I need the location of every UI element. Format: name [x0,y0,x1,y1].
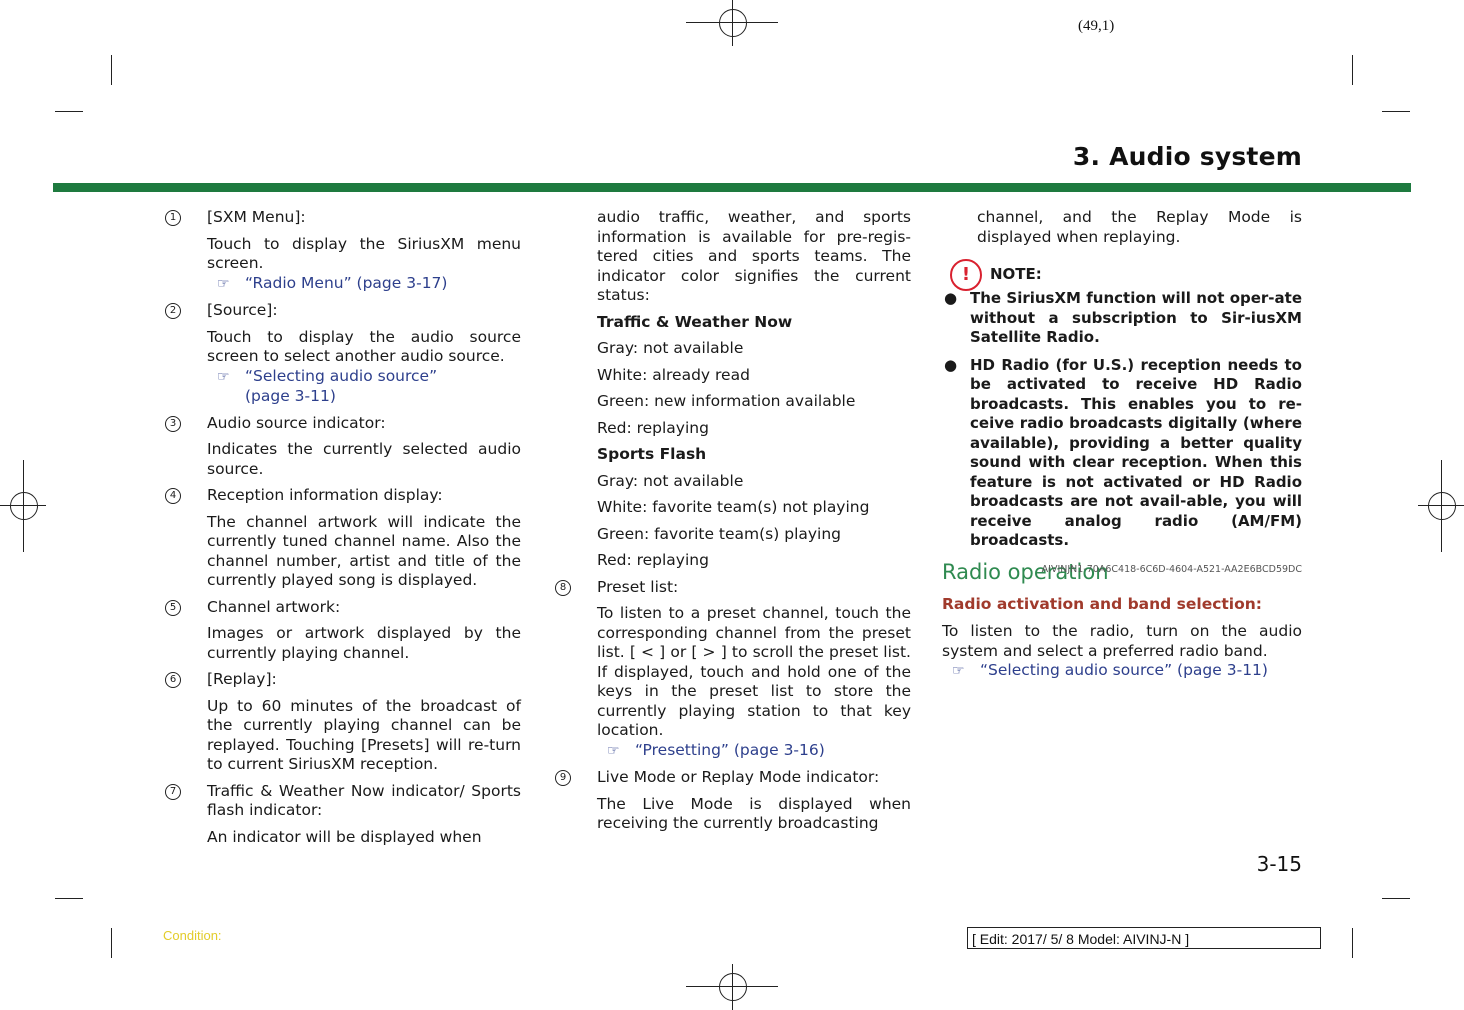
list-item [165,301,521,321]
bullet-text: The SiriusXM function will not oper-ate without a subscription to Sir-iusXM Satellite Radio. [970,289,1302,346]
status-line: White: already read [597,365,750,384]
crop-mark [1352,55,1353,85]
description-text: To listen to a preset channel, touch the corresponding channel from the preset list. [ < ] or [ > ] to scroll the preset list. If displayed, touch and hold one of the keys in the preset list to store the currently playing station to that key location. [597,604,911,739]
crop-mark [111,928,112,958]
list-item [165,414,521,434]
item-label: [SXM Menu]: [207,208,306,226]
list-item [165,670,521,690]
description-text: The channel artwork will indicate the currently tuned channel name. Also the channel number, artist and title of the currently played song is displayed. [207,512,521,589]
item-description [165,697,521,775]
item-label: [Source]: [207,301,278,319]
description-text: Up to 60 minutes of the broadcast of the currently playing channel can be replayed. Touching [Presets] will re-turn to current SiriusXM reception. [207,696,521,773]
item-number: 1 [165,210,181,226]
status-line: Gray: not available [597,471,744,490]
paragraph: To listen to the radio, turn on the audio system and select a preferred radio band. [942,622,1302,660]
item-label: Channel artwork: [207,597,341,616]
crop-mark [55,111,83,112]
pointing-hand-icon: ☞ [217,368,230,385]
item-label: Audio source indicator: [207,413,386,432]
column-1 [165,208,521,854]
item-description [165,513,521,591]
pointing-hand-icon: ☞ [607,742,620,759]
continued-description [555,208,911,306]
item-number: 4 [165,488,181,504]
item-description [165,235,521,295]
list-item [555,578,911,598]
item-number: 7 [165,784,181,800]
crop-mark [1382,898,1410,899]
item-number: 3 [165,416,181,432]
item-description [165,328,521,407]
condition-label: Condition: [163,928,222,943]
continued-description [942,208,1302,247]
pointing-hand-icon: ☞ [217,275,230,292]
reference-link[interactable] [207,367,521,388]
reference-text-line2[interactable]: (page 3-11) [245,387,336,405]
item-description [165,828,521,848]
note-bullet [942,289,1302,348]
page-code: (49,1) [1078,18,1115,34]
description-text: Touch to display the audio source screen to select another audio source. [207,327,521,365]
header-rule [53,183,1411,192]
list-item [165,486,521,506]
pointing-hand-icon: ☞ [952,663,965,679]
item-label: Preset list: [597,577,679,596]
chapter-title: 3. Audio system [1072,142,1302,171]
column-2 [555,208,911,841]
section-title [942,559,1302,585]
column-3 [942,208,1302,682]
reference-link[interactable] [207,274,521,295]
item-number: 5 [165,600,181,616]
reference-text: “Selecting audio source” [245,366,438,385]
item-number: 9 [555,770,571,786]
item-number: 2 [165,303,181,319]
status-line: Red: replaying [597,551,709,569]
description-text: Images or artwork displayed by the currently playing channel. [207,624,521,662]
item-number: 6 [165,672,181,688]
edit-info-box: [ Edit: 2017/ 5/ 8 Model: AIVINJ-N ] [967,927,1321,949]
item-description [165,440,521,479]
reference-text: “Presetting” (page 3-16) [635,740,825,759]
crop-mark [55,898,83,899]
list-item [165,782,521,821]
status-line: Green: new information available [597,392,856,410]
traffic-heading: Traffic & Weather Now [597,312,793,331]
item-description [555,604,911,761]
item-label: Reception information display: [207,486,443,504]
status-line: Red: replaying [597,418,709,437]
subheading: Radio activation and band selection: [942,594,1263,613]
section-code: AIVINJN1-70A6C418-6C6D-4604-A521-AA2E6BCD59DC [1041,563,1302,575]
item-label: Traffic & Weather Now indicator/ Sports flash indicator: [207,781,521,819]
item-number: 8 [555,580,571,596]
description-text: An indicator will be displayed when [207,827,482,846]
status-line: Green: favorite team(s) playing [597,524,842,543]
description-text: channel, and the Replay Mode is displayed when replaying. [977,208,1302,246]
note-bullet [942,356,1302,551]
reference-text: “Selecting audio source” (page 3-11) [980,661,1268,679]
warning-icon: ! [950,259,982,291]
list-item [555,768,911,788]
item-description [165,624,521,663]
reference-link[interactable] [942,661,1302,682]
list-item [165,208,521,228]
crop-mark [1352,928,1353,958]
reference-text: “Radio Menu” (page 3-17) [245,273,448,292]
bullet-text: HD Radio (for U.S.) reception needs to be activated to receive HD Radio broadcasts. This enables you to re-ceive radio broadcasts digitally (where available), providing a better quality sound with clear reception. When this feature is not activated or HD Radio broadcasts are not avail-able, you will receive analog radio (AM/FM) broadcasts. [970,355,1302,549]
reference-link[interactable] [597,741,911,762]
description-text: The Live Mode is displayed when receiving the currently broadcasting [597,794,911,832]
bullet-icon: ● [944,355,958,374]
bullet-icon: ● [944,289,958,307]
crop-mark [111,55,112,85]
item-label: Live Mode or Replay Mode indicator: [597,768,880,786]
list-item [165,598,521,618]
status-line: Gray: not available [597,339,744,357]
status-line: White: favorite team(s) not playing [597,498,870,516]
item-label: [Replay]: [207,670,277,688]
item-description [555,795,911,834]
description-text: Touch to display the SiriusXM menu screen. [207,234,521,272]
description-text: Indicates the currently selected audio source. [207,440,521,478]
sports-heading: Sports Flash [597,445,707,463]
crop-mark [1382,111,1410,112]
note-label: NOTE: [990,265,1042,283]
page-number: 3-15 [1256,852,1302,876]
section-title-text: Radio operation [942,559,1109,584]
description-text: audio traffic, weather, and sports information is available for pre-regis-tered cities and sports teams. The indicator color signifies the current status: [597,208,911,304]
note-heading [942,259,1302,289]
